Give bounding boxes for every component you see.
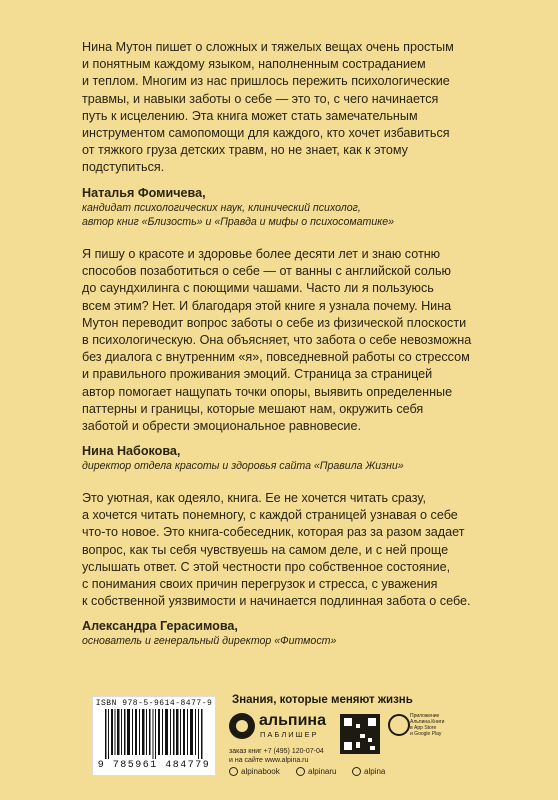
qr-code-icon	[340, 714, 380, 754]
isbn-label: ISBN 978-5-9614-8477-9	[95, 699, 213, 708]
social-telegram[interactable]	[296, 767, 336, 776]
app-badge-text: Приложение Альпина.Книги в App Store и Google Play	[410, 713, 445, 737]
review-author: Наталья Фомичева,	[82, 185, 206, 200]
review-3	[82, 490, 502, 648]
review-author: Нина Набокова,	[82, 444, 181, 459]
review-author-role: директор отдела красоты и здоровья сайта «Правила Жизни»	[82, 460, 404, 473]
barcode-number: 9 785961 484779	[97, 760, 211, 771]
social-vk[interactable]	[229, 767, 280, 776]
review-author: Александра Герасимова,	[82, 619, 238, 634]
barcode	[92, 696, 216, 776]
vk-icon	[229, 767, 238, 776]
publisher-contacts: заказ книг +7 (495) 120-07-04 и на сайте www.alpina.ru	[229, 748, 324, 764]
publisher-name: альпина	[259, 712, 326, 729]
barcode-bars	[105, 709, 203, 759]
alpina-logo-icon	[229, 713, 255, 739]
review-text: Я пишу о красоте и здоровье более десяти лет и знаю сотню способов позаботиться о себе — от ванны с английской солью до саундхилинга с поющими чашами. Часто ли я пользуюсь всем этим? Нет. И благодаря этой книге я узнала почему. Нина Мутон переводит вопрос заботы о себе из физической плоскости в психологическую. Она объясняет, что забота о себе невозможна без диалога с внутренним «я», повседневной работы со стрессом и правильного проживания эмоций. Страница за страницей автор помогает нащупать точки опоры, выявить определенные паттерны и границы, которые мешают нам, окружить себя заботой и обрести эмоциональное равновесие.	[82, 247, 472, 434]
telegram-icon	[296, 767, 305, 776]
app-badge-icon	[388, 714, 410, 736]
review-text: Нина Мутон пишет о сложных и тяжелых вещах очень простым и понятным каждому языком, наполненным состраданием и теплом. Многим из нас пришлось пережить психологические травмы, и навыки заботы о себе — это то, с чего начинается путь к исцелению. Эта книга может стать замечательным инструментом самопомощи для каждого, кто хочет избавиться от тяжкого груза детских травм, но не знает, как к этому подступиться.	[82, 40, 454, 175]
review-author-role: основатель и генеральный директор «Фитмост»	[82, 635, 337, 648]
social-alpina-label: alpina	[364, 767, 386, 776]
social-vk-label: alpinabook	[241, 767, 280, 776]
review-author-role: кандидат психологических наук, клинический психолог, автор книг «Близость» и «Правда и мифы о психосоматике»	[82, 201, 395, 228]
social-telegram-label: alpinaru	[308, 767, 337, 776]
review-2	[82, 246, 502, 473]
alpina-icon	[352, 767, 361, 776]
review-text: Это уютная, как одеяло, книга. Ее не хочется читать сразу, а хочется читать понемногу, с каждой страницей узнавая о себе что-то новое. Это книга-собеседник, которая раз за разом задает вопрос, как ты себя чувствуешь на самом деле, и с ней проще услышать ответ. С этой честности про собственное состояние, с понимания своих причин перегрузок и стресса, с уважения к собственной уязвимости и начинается подлинная забота о себе.	[82, 491, 471, 609]
publisher-slogan: Знания, которые меняют жизнь	[232, 694, 413, 706]
review-1	[82, 39, 502, 229]
social-alpina[interactable]	[352, 767, 385, 776]
publisher-sub: ПАБЛИШЕР	[260, 730, 319, 739]
publisher-logo	[229, 713, 339, 743]
